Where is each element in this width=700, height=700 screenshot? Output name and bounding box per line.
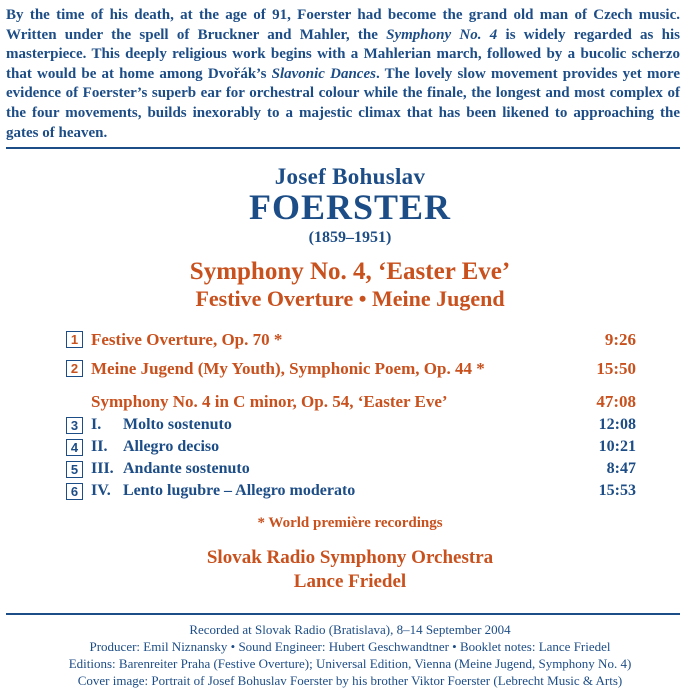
track-title: Meine Jugend (My Youth), Symphonic Poem, Op. 44 * <box>91 359 485 378</box>
movement-numeral: IV. <box>91 482 111 499</box>
recording-info: Recorded at Slovak Radio (Bratislava), 8–14 September 2004 <box>189 622 511 637</box>
symphony-title: Symphony No. 4 in C minor, Op. 54, ‘Easter Eve’ <box>91 392 448 411</box>
track-row <box>66 359 636 379</box>
track-number: 5 <box>66 461 83 478</box>
track-title: Festive Overture, Op. 70 * <box>91 330 283 349</box>
movement-numeral: III. <box>91 460 114 477</box>
program-subtitle: Festive Overture • Meine Jugend <box>195 286 505 311</box>
cover-credits: Cover image: Portrait of Josef Bohuslav Foerster by his brother Viktor Foerster (Lebrecht Music & Arts) <box>77 673 623 688</box>
intro-text-3: . The lovely slow movement provides yet more evidence of Foerster’s superb ear for orchestral colour while the finale, the longest and most complex of the four movements, builds inexorably to a majestic climax that has been likened to approaching the gates of heaven. <box>6 65 681 141</box>
intro-italic-2: Slavonic Dances <box>271 65 376 82</box>
track-number: 6 <box>66 483 83 500</box>
intro-text-1: By the time of his death, at the age of 91, Foerster had become the grand old man of Czech music. Written under the spell of Bruckner and Mahler, the <box>6 7 680 43</box>
movement-title: Allegro deciso <box>123 438 220 455</box>
intro-text-2: is widely regarded as his masterpiece. This deeply religious work begins with a Mahlerian march, followed by a bucolic scherzo that would be at home among Dvořák’s <box>6 26 681 82</box>
composer-dates: (1859–1951) <box>308 229 392 246</box>
track-number: 4 <box>66 439 83 456</box>
track-number: 2 <box>66 360 83 377</box>
program-title: Symphony No. 4, ‘Easter Eve’ <box>189 258 511 285</box>
symphony-heading <box>66 392 636 412</box>
movement-numeral: I. <box>91 416 102 433</box>
conductor-name: Lance Friedel <box>293 571 407 592</box>
movement-numeral: II. <box>91 438 108 455</box>
track-row <box>66 330 636 350</box>
intro-italic-1: Symphony No. 4 <box>386 26 498 43</box>
top-divider <box>6 147 680 149</box>
movement-row <box>66 438 636 458</box>
movement-title: Andante sostenuto <box>123 460 250 477</box>
movement-row <box>66 482 636 502</box>
track-duration: 9:26 <box>604 330 636 349</box>
movement-title: Molto sostenuto <box>123 416 232 433</box>
production-credits: Producer: Emil Niznansky • Sound Engineer: Hubert Geschwandtner • Booklet notes: Lance Friedel <box>89 639 611 654</box>
track-number: 3 <box>66 417 83 434</box>
composer-first-names: Josef Bohuslav <box>274 164 426 189</box>
orchestra-name: Slovak Radio Symphony Orchestra <box>206 547 494 568</box>
track-duration: 15:50 <box>596 359 636 378</box>
composer-surname: FOERSTER <box>248 187 452 227</box>
track-number: 1 <box>66 331 83 348</box>
credits-block <box>0 621 700 689</box>
symphony-duration: 47:08 <box>596 392 636 411</box>
intro-paragraph <box>6 6 680 143</box>
movement-duration: 15:53 <box>598 482 636 499</box>
movement-duration: 10:21 <box>598 438 636 455</box>
movement-duration: 8:47 <box>606 460 636 477</box>
movement-title: Lento lugubre – Allegro moderato <box>123 482 356 499</box>
bottom-divider <box>6 613 680 615</box>
movement-row <box>66 416 636 436</box>
movement-duration: 12:08 <box>598 416 636 433</box>
editions-credits: Editions: Barenreiter Praha (Festive Overture); Universal Edition, Vienna (Meine Jugend, Symphony No. 4) <box>68 656 632 671</box>
premiere-note: * World première recordings <box>257 515 443 531</box>
movement-row <box>66 460 636 480</box>
